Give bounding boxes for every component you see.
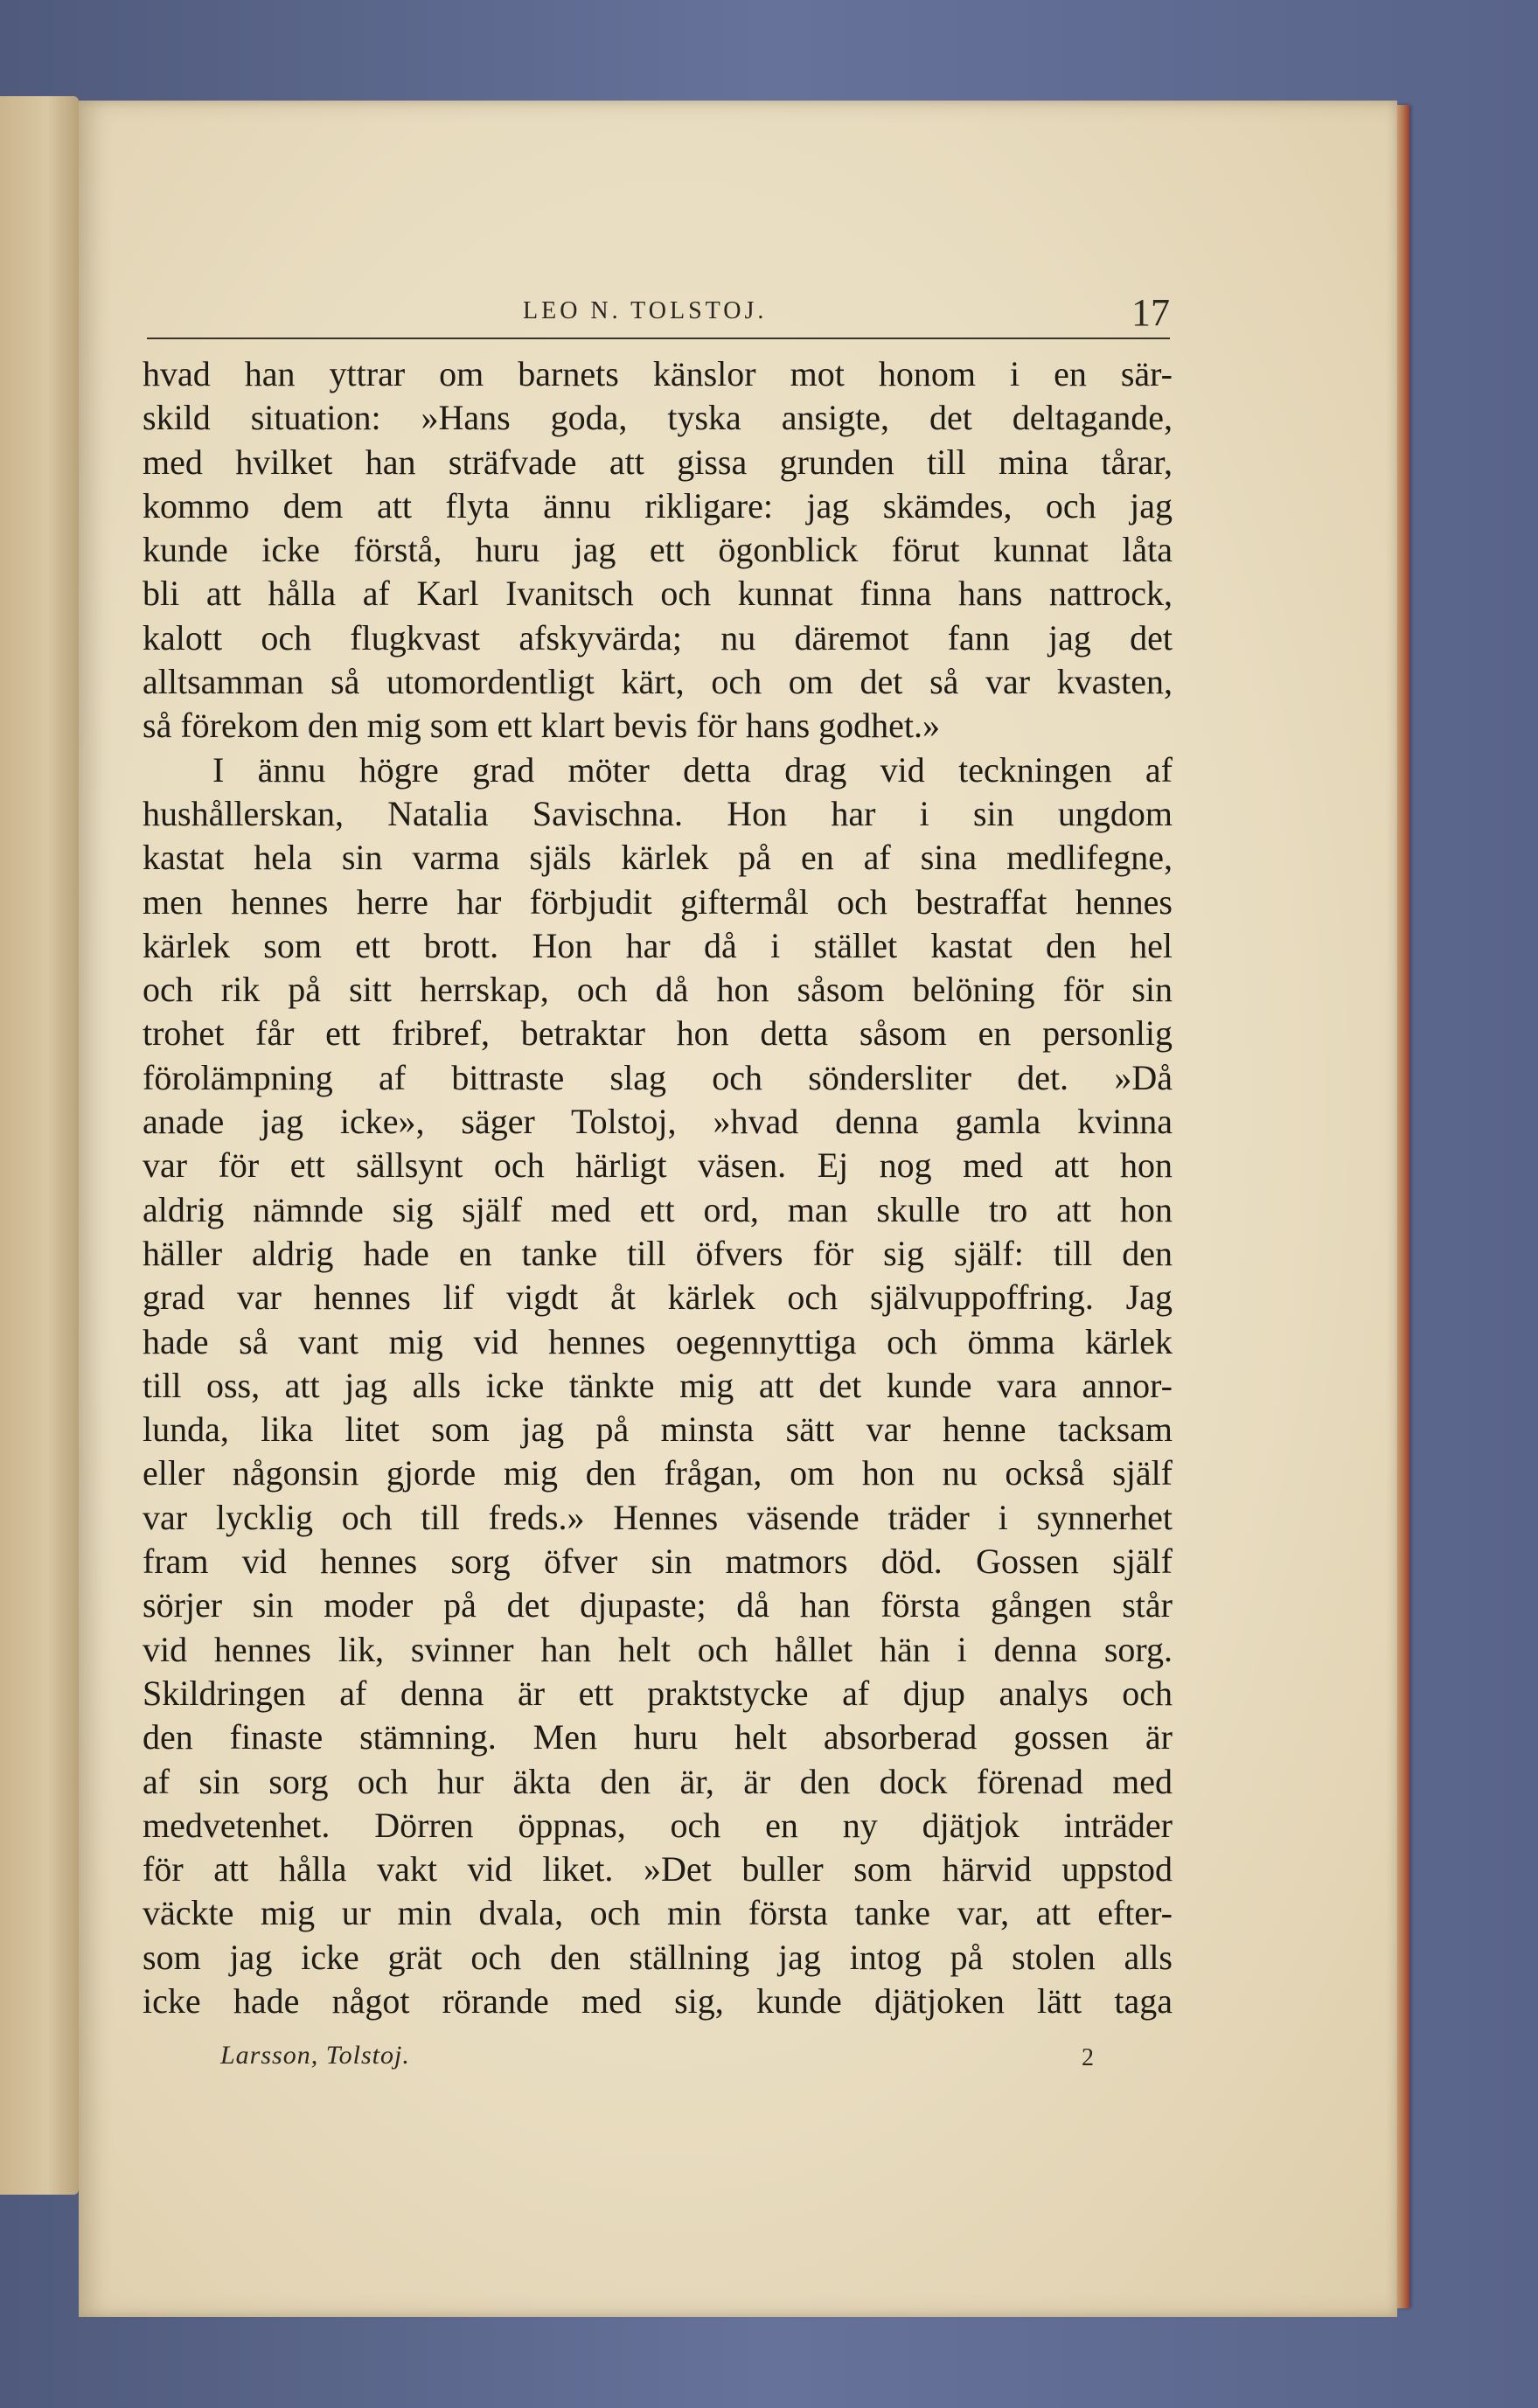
running-title: LEO N. TOLSTOJ. [523, 297, 768, 324]
text-line: skild situation: »Hans goda, tyska ansigte, det deltagande, [143, 398, 1173, 438]
text-line: alltsamman så utomordentligt kärt, och om det så var kvasten, [143, 662, 1173, 702]
text-line: var lycklig och till freds.» Hennes väsende träder i synnerhet [143, 1497, 1173, 1537]
text-line: men hennes herre har förbjudit giftermål och bestraffat hennes [143, 881, 1173, 922]
text-line: sörjer sin moder på det djupaste; då han första gången står [143, 1585, 1173, 1625]
text-line: bli att hålla af Karl Ivanitsch och kunnat finna hans nattrock, [143, 574, 1173, 614]
text-line: grad var hennes lif vigdt åt kärlek och självuppoffring. Jag [143, 1277, 1173, 1318]
text-line: eller någonsin gjorde mig den frågan, om hon nu också själf [143, 1453, 1173, 1493]
text-line: häller aldrig hade en tanke till öfvers för sig själf: till den [143, 1233, 1173, 1273]
text-line: Skildringen af denna är ett praktstycke af djup analys och [143, 1673, 1173, 1713]
text-line: för att hålla vakt vid liket. »Det buller som härvid uppstod [143, 1849, 1173, 1890]
text-line: I ännu högre grad möter detta drag vid teckningen af [212, 749, 1173, 790]
text-line: vid hennes lik, svinner han helt och hållet hän i denna sorg. [143, 1629, 1173, 1669]
text-line: aldrig nämnde sig själf med ett ord, man skulle tro att hon [143, 1189, 1173, 1229]
page-number: 17 [1131, 291, 1170, 334]
text-line: anade jag icke», säger Tolstoj, »hvad denna gamla kvinna [143, 1102, 1173, 1142]
text-line: medvetenhet. Dörren öppnas, och en ny djätjok inträder [143, 1805, 1173, 1845]
running-header [147, 280, 1170, 332]
text-line: hushållerskan, Natalia Savischna. Hon har i sin ungdom [143, 793, 1173, 833]
text-line: icke hade något rörande med sig, kunde djätjoken lätt taga [143, 1980, 1173, 2021]
text-line: väckte mig ur min dvala, och min första tanke var, att efter- [143, 1893, 1173, 1933]
text-line: till oss, att jag alls icke tänkte mig att det kunde vara annor- [143, 1365, 1173, 1405]
text-line: kunde icke förstå, huru jag ett ögonblick förut kunnat låta [143, 530, 1173, 570]
page-block-edge [1397, 105, 1409, 2308]
text-line: hade så vant mig vid hennes oegennyttiga och ömma kärlek [143, 1321, 1173, 1361]
text-line: var för ett sällsynt och härligt väsen. Ej nog med att hon [143, 1145, 1173, 1186]
body-text [143, 352, 1173, 2023]
text-line: så förekom den mig som ett klart bevis för hans godhet.» [143, 706, 941, 746]
text-line: den finaste stämning. Men huru helt absorberad gossen är [143, 1717, 1173, 1757]
text-line: med hvilket han sträfvade att gissa grunden till mina tårar, [143, 442, 1173, 482]
facing-page-edge [0, 96, 79, 2195]
text-line: af sin sorg och hur äkta den är, är den dock förenad med [143, 1761, 1173, 1801]
text-line: kastat hela sin varma själs kärlek på en af sina medlifegne, [143, 838, 1173, 878]
text-line: och rik på sitt herrskap, och då hon såsom belöning för sin [143, 970, 1173, 1010]
text-line: lunda, lika litet som jag på minsta sätt var henne tacksam [143, 1409, 1173, 1450]
text-line: kommo dem att flyta ännu rikligare: jag skämdes, och jag [143, 485, 1173, 525]
text-line: som jag icke grät och den ställning jag intog på stolen alls [143, 1937, 1173, 1977]
text-line: förolämpning af bittraste slag och söndersliter det. »Då [143, 1057, 1173, 1097]
text-line: hvad han yttrar om barnets känslor mot honom i en sär- [143, 354, 1173, 393]
text-line: kalott och flugkvast afskyvärda; nu däremot fann jag det [143, 617, 1173, 658]
text-line: fram vid hennes sorg öfver sin matmors död. Gossen själf [143, 1542, 1173, 1582]
sheet-number: 2 [1082, 2044, 1094, 2071]
page-footer [220, 2041, 1095, 2076]
header-rule [147, 338, 1170, 339]
text-line: kärlek som ett brott. Hon har då i stället kastat den hel [143, 925, 1173, 965]
signature-mark: Larsson, Tolstoj. [220, 2041, 410, 2070]
text-line: trohet får ett fribref, betraktar hon detta såsom en personlig [143, 1013, 1173, 1054]
